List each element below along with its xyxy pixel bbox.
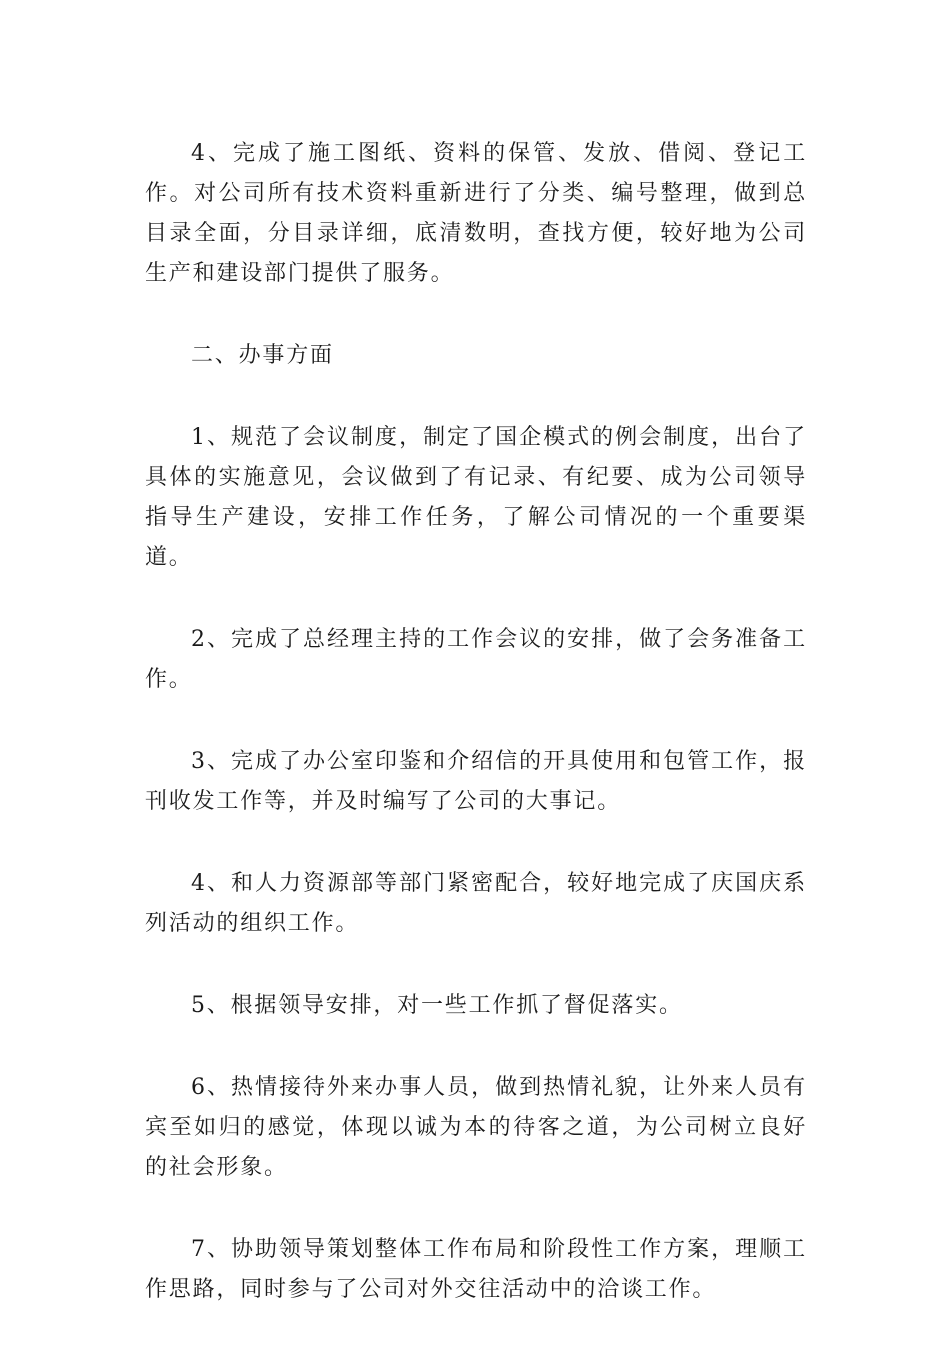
- paragraph-item-3-seals: 3、完成了办公室印鉴和介绍信的开具使用和包管工作，报刊收发工作等，并及时编写了公司的大事记。: [145, 749, 807, 814]
- paragraph-item-1-meetings: 1、规范了会议制度，制定了国企模式的例会制度，出台了具体的实施意见，会议做到了有记录、有纪要、成为公司领导指导生产建设，安排工作任务，了解公司情况的一个重要渠道。: [145, 425, 807, 570]
- document-body: [145, 134, 807, 1352]
- paragraph-item-4-cooperation: 4、和人力资源部等部门紧密配合，较好地完成了庆国庆系列活动的组织工作。: [145, 871, 807, 936]
- paragraph-item-5-supervision: 5、根据领导安排，对一些工作抓了督促落实。: [191, 993, 683, 1018]
- paragraph-item-7-planning: 7、协助领导策划整体工作布局和阶段性工作方案，理顺工作思路，同时参与了公司对外交往活动中的洽谈工作。: [145, 1237, 807, 1302]
- paragraph-item-4-archives: 4、完成了施工图纸、资料的保管、发放、借阅、登记工作。对公司所有技术资料重新进行了分类、编号整理，做到总目录全面，分目录详细，底清数明，查找方便，较好地为公司生产和建设部门提供了服务。: [145, 141, 807, 286]
- paragraph-item-6-reception: 6、热情接待外来办事人员，做到热情礼貌，让外来人员有宾至如归的感觉，体现以诚为本的待客之道，为公司树立良好的社会形象。: [145, 1075, 807, 1180]
- paragraph-item-2-arrangements: 2、完成了总经理主持的工作会议的安排，做了会务准备工作。: [145, 627, 807, 692]
- section-heading: 二、办事方面: [191, 343, 334, 368]
